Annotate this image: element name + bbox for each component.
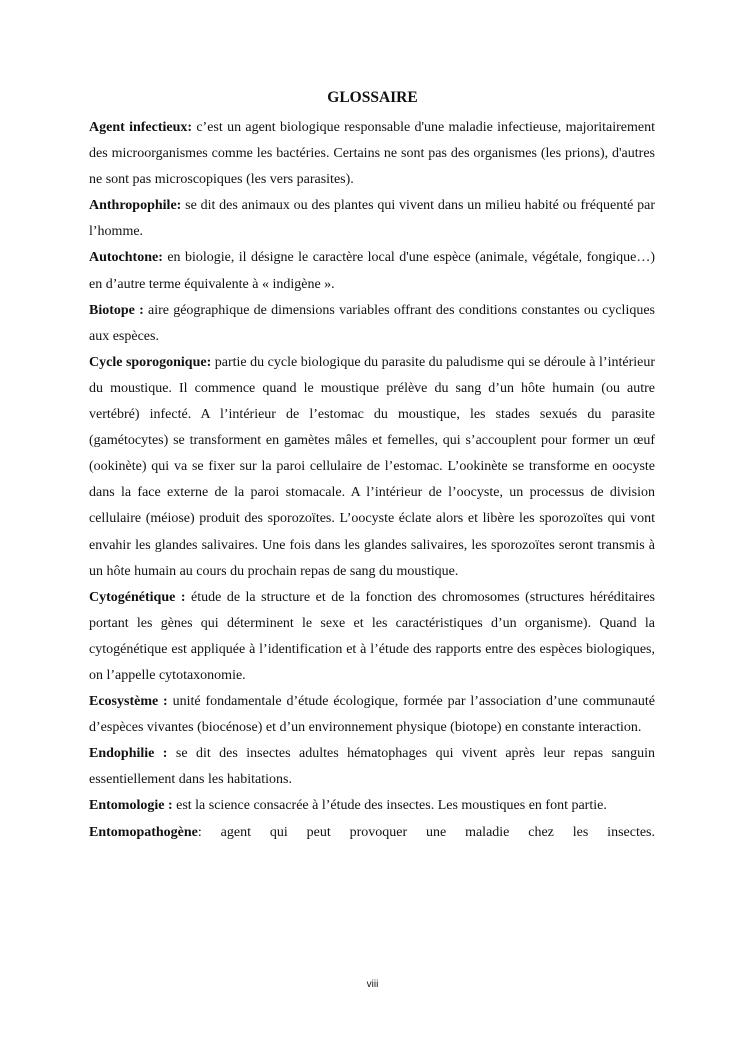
glossary-entry-autochtone (89, 245, 655, 297)
glossary-entry-endophilie (89, 741, 655, 793)
glossary-list (89, 115, 655, 846)
glossary-entry-biotope (89, 298, 655, 350)
glossary-definition: étude de la structure et de la fonction des chromosomes (structures héréditaires portant les gènes qui déterminent le sexe et les caractéristiques d’un organisme). Quand la cytogénétique est appliquée à l’identification et à l’étude des rapports entre des espèces biologiques, on l’appelle cytotaxonomie. (89, 589, 655, 683)
glossary-entry-cytogenetique (89, 585, 655, 689)
glossary-term: Biotope : (89, 302, 144, 318)
glossary-term-separator: : (197, 824, 202, 840)
glossary-entry-entomopathogene (89, 820, 655, 846)
glossary-definition: est la science consacrée à l’étude des insectes. Les moustiques en font partie. (176, 798, 607, 814)
page-title: GLOSSAIRE (327, 89, 418, 106)
glossary-term: Cycle sporogonique: (89, 354, 212, 370)
glossary-term: Ecosystème : (89, 694, 168, 710)
glossary-entry-anthropophile (89, 193, 655, 245)
glossary-definition: se dit des animaux ou des plantes qui vivent dans un milieu habité ou fréquenté par l’homme. (89, 198, 656, 240)
glossary-term: Endophilie : (89, 746, 168, 762)
glossary-definition: c’est un agent biologique responsable d'une maladie infectieuse, majoritairement des microorganismes comme les bactéries. Certains ne sont pas des organismes (les prions), d'autres ne sont pas microscopiques (les vers parasites). (89, 120, 655, 188)
glossary-definition: agent qui peut provoquer une maladie chez les insectes. (220, 824, 656, 840)
glossary-definition: se dit des insectes adultes hématophages qui vivent après leur repas sanguin essentiellement dans les habitations. (89, 746, 656, 788)
glossary-term: Agent infectieux: (89, 120, 193, 135)
glossary-term: Entomologie : (89, 798, 173, 814)
glossary-entry-agent-infectieux (89, 115, 655, 193)
glossary-term: Anthropophile: (89, 198, 182, 214)
glossary-term: Entomopathogène (89, 824, 198, 840)
glossary-term: Cytogénétique : (89, 589, 186, 605)
page-number: viii (366, 979, 379, 990)
glossary-definition: aire géographique de dimensions variables offrant des conditions constantes ou cycliques aux espèces. (89, 302, 655, 344)
glossary-term: Autochtone: (89, 250, 163, 266)
glossary-entry-cycle-sporogonique (89, 350, 655, 585)
glossary-entry-entomologie (89, 793, 655, 819)
glossary-definition: en biologie, il désigne le caractère local d'une espèce (animale, végétale, fongique…) en d’autre terme équivalente à « indigène ». (89, 250, 656, 292)
glossary-definition: partie du cycle biologique du parasite du paludisme qui se déroule à l’intérieur du moustique. Il commence quand le moustique prélève du sang d’un hôte humain (ou autre vertébré) infecté. A l’intérieur de l’estomac du moustique, les stades sexués du parasite (gamétocytes) se transforment en gamètes mâles et femelles, qui s’accouplent pour former un œuf (ookinète) qui va se fixer sur la paroi cellulaire de l’estomac. L’ookinète se transforme en oocyste dans la face externe de la paroi stomacale. A l’intérieur de l’oocyste, un processus de division cellulaire (méiose) produit des sporozoïtes. L’oocyste éclate alors et libère les sporozoïtes qui vont envahir les glandes salivaires. Une fois dans les glandes salivaires, les sporozoïtes seront transmis à un hôte humain au cours du prochain repas de sang du moustique. (89, 354, 656, 579)
glossary-definition: unité fondamentale d’étude écologique, formée par l’association d’une communauté d’espèces vivantes (biocénose) et d’un environnement physique (biotope) en constante interaction. (89, 694, 655, 736)
glossary-entry-ecosysteme (89, 689, 655, 741)
